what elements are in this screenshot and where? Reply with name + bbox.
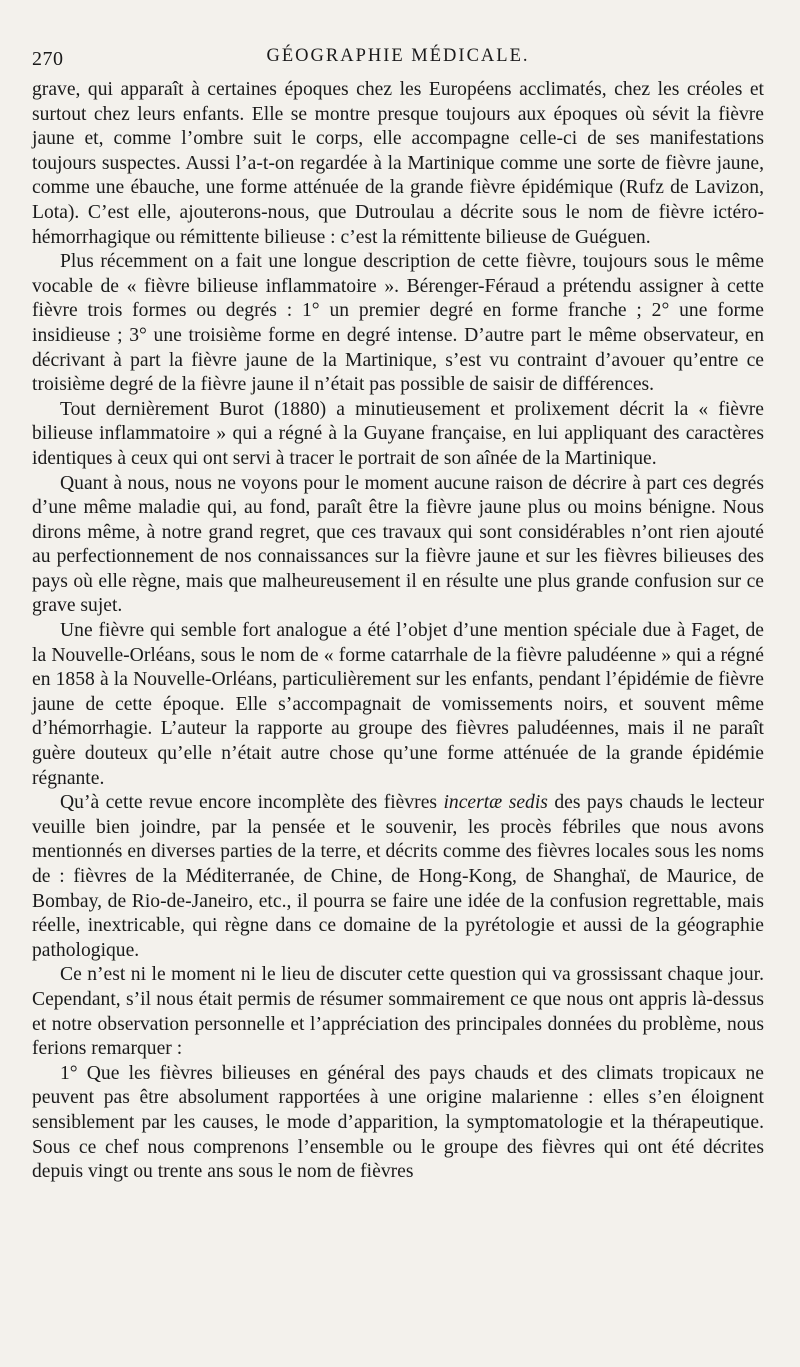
- paragraph: Tout dernièrement Burot (1880) a minutieusement et prolixement décrit la « fièvre bilieuse inflammatoire » qui a régné à la Guyane française, en lui appliquant des caractères identiques à ceux qui ont servi à tracer le portrait de son aînée de la Martinique.: [32, 398, 764, 469]
- paragraph: Plus récemment on a fait une longue description de cette fièvre, toujours sous le même vocable de « fièvre bilieuse inflammatoire ». Bérenger-Féraud a prétendu assigner à cette fièvre trois formes ou degrés : 1° un premier degré en forme franche ; 2° une forme insidieuse ; 3° une troisième forme en degré intense. D’autre part le même observateur, en décrivant à part la fièvre jaune de la Martinique, s’est vu contraint d’avouer qu’entre ce troisième degré de la fièvre jaune il n’était pas possible de saisir de différences.: [32, 251, 764, 396]
- paragraph: [32, 791, 764, 963]
- paragraph: Ce n’est ni le moment ni le lieu de discuter cette question qui va grossissant chaque jour. Cependant, s’il nous était permis de résumer sommairement ce que nous ont appris là-dessus et notre observation personnelle et l’appréciation des principales données du problème, nous ferions remarquer :: [32, 964, 764, 1060]
- italic-term: incertæ sedis: [443, 792, 548, 814]
- paragraph: 1° Que les fièvres bilieuses en général des pays chauds et des climats tropicaux ne peuvent pas être absolument rapportées à une origine malarienne : elles s’en éloignent sensiblement par les causes, le mode d’apparition, la symptomatologie et la thérapeutique. Sous ce chef nous comprenons l’ensemble ou le groupe des fièvres qui ont été décrites depuis vingt ou trente ans sous le nom de fièvres: [32, 1062, 764, 1183]
- page-header: [32, 40, 764, 70]
- paragraph: Une fièvre qui semble fort analogue a été l’objet d’une mention spéciale due à Faget, de la Nouvelle-Orléans, sous le nom de « forme catarrhale de la fièvre paludéenne » qui a régné en 1858 à la Nouvelle-Orléans, particulièrement sur les enfants, pendant l’épidémie de fièvre jaune de cette époque. Elle s’accompagnait de vomissements noirs, et souvent même d’hémorrhagie. L’auteur la rapporte au groupe des fièvres paludéennes, mais il ne paraît guère douteux qu’elle n’était autre chose qu’une forme atténuée de la grande épidémie régnante.: [32, 620, 764, 789]
- paragraph-text: Qu’à cette revue encore incomplète des fièvres: [60, 792, 444, 814]
- running-title: GÉOGRAPHIE MÉDICALE.: [266, 46, 530, 66]
- paragraph: Quant à nous, nous ne voyons pour le moment aucune raison de décrire à part ces degrés d’une même maladie qui, au fond, paraît être la fièvre jaune plus ou moins bénigne. Nous dirons même, à notre grand regret, que ces travaux qui sont considérables n’ont rien ajouté au perfectionnement de nos connaissances sur la fièvre jaune et sur les fièvres bilieuses des pays où elle règne, mais que malheureusement il en résulte une plus grande confusion sur ce grave sujet.: [32, 472, 764, 617]
- body-text: [32, 78, 764, 1185]
- page-number: 270: [32, 48, 64, 70]
- paragraph-text: des pays chauds le lecteur veuille bien joindre, par la pensée et le souvenir, les procès fébriles que nous avons mentionnés en diverses parties de la terre, et décrits comme des fièvres locales sous les noms de : fièvres de la Méditerranée, de Chine, de Hong-Kong, de Shanghaï, de Maurice, de Bombay, de Rio-de-Janeiro, etc., il pourra se faire une idée de la confusion regrettable, mais réelle, inextricable, qui règne dans ce domaine de la pyrétologie et aussi de la géographie pathologique.: [32, 792, 765, 961]
- paragraph: grave, qui apparaît à certaines époques chez les Européens acclimatés, chez les créoles et surtout chez leurs enfants. Elle se montre presque toujours aux époques où sévit la fièvre jaune et, comme l’ombre suit le corps, elle accompagne celle-ci de ses manifestations toujours suspectes. Aussi l’a-t-on regardée à la Martinique comme une sorte de fièvre jaune, comme une ébauche, une forme atténuée de la grande fièvre épidémique (Rufz de Lavizon, Lota). C’est elle, ajouterons-nous, que Dutroulau a décrite sous le nom de fièvre ictéro-hémorrhagique ou rémittente bilieuse : c’est la rémittente bilieuse de Guéguen.: [32, 79, 764, 248]
